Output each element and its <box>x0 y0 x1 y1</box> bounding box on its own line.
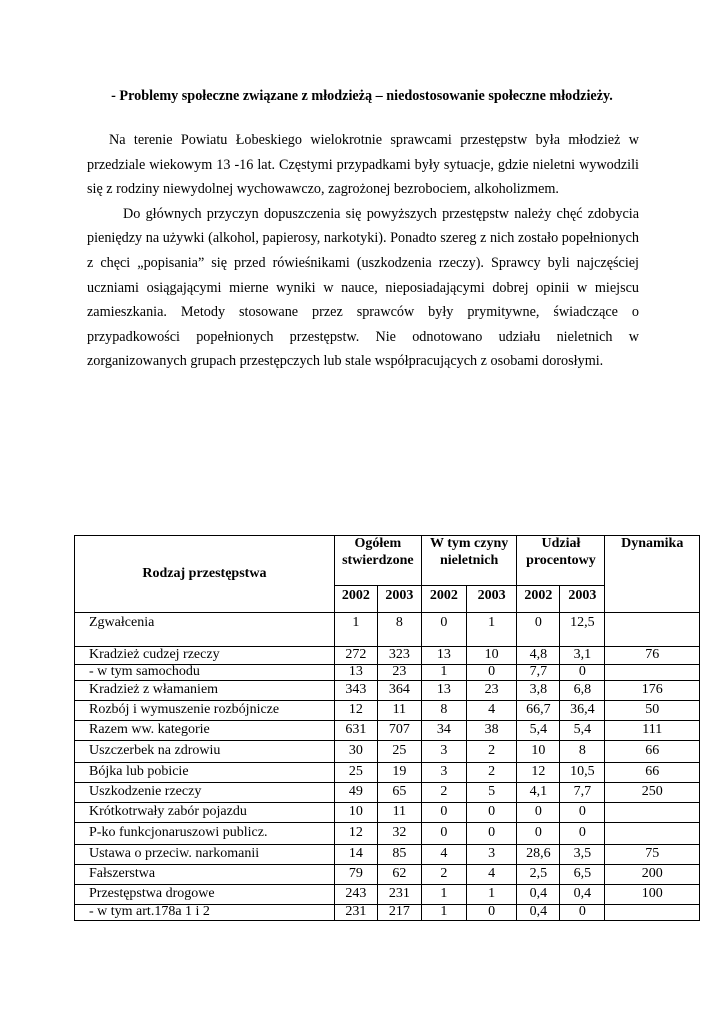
udzial-2002-cell: 0,4 <box>517 885 560 905</box>
udzial-2003-cell: 3,1 <box>560 647 605 665</box>
udzial-2002-cell: 5,4 <box>517 721 560 741</box>
row-name-cell: Krótkotrwały zabór pojazdu <box>75 803 335 823</box>
ogolem-2003-cell: 217 <box>377 905 421 921</box>
header-year: 2003 <box>377 586 421 613</box>
header-nieletni: W tym czyny nieletnich <box>421 536 517 586</box>
ogolem-2002-cell: 1 <box>334 613 377 647</box>
nieletni-2003-cell: 0 <box>466 803 516 823</box>
dynamika-cell <box>605 803 700 823</box>
ogolem-2002-cell: 13 <box>334 665 377 681</box>
udzial-2002-cell: 2,5 <box>517 865 560 885</box>
row-name-cell: Bójka lub pobicie <box>75 763 335 783</box>
ogolem-2003-cell: 85 <box>377 845 421 865</box>
dynamika-cell: 76 <box>605 647 700 665</box>
udzial-2003-cell: 6,8 <box>560 681 605 701</box>
nieletni-2003-cell: 2 <box>466 741 516 763</box>
header-year: 2002 <box>334 586 377 613</box>
ogolem-2003-cell: 11 <box>377 701 421 721</box>
ogolem-2003-cell: 62 <box>377 865 421 885</box>
dynamika-cell: 66 <box>605 763 700 783</box>
table-row <box>75 845 700 865</box>
ogolem-2003-cell: 707 <box>377 721 421 741</box>
dynamika-cell: 200 <box>605 865 700 885</box>
udzial-2003-cell: 0,4 <box>560 885 605 905</box>
dynamika-cell <box>605 613 700 647</box>
udzial-2003-cell: 12,5 <box>560 613 605 647</box>
udzial-2003-cell: 0 <box>560 665 605 681</box>
nieletni-2003-cell: 0 <box>466 905 516 921</box>
udzial-2003-cell: 6,5 <box>560 865 605 885</box>
ogolem-2002-cell: 30 <box>334 741 377 763</box>
row-name-cell: Kradzież cudzej rzeczy <box>75 647 335 665</box>
nieletni-2003-cell: 4 <box>466 865 516 885</box>
row-name-cell: Uszczerbek na zdrowiu <box>75 741 335 763</box>
nieletni-2003-cell: 0 <box>466 665 516 681</box>
udzial-2002-cell: 7,7 <box>517 665 560 681</box>
dynamika-cell: 75 <box>605 845 700 865</box>
header-year: 2003 <box>466 586 516 613</box>
ogolem-2002-cell: 14 <box>334 845 377 865</box>
nieletni-2002-cell: 3 <box>421 763 466 783</box>
header-rodzaj: Rodzaj przestępstwa <box>75 536 335 613</box>
row-name-cell: - w tym art.178a 1 i 2 <box>75 905 335 921</box>
table-row <box>75 823 700 845</box>
dynamika-cell: 176 <box>605 681 700 701</box>
nieletni-2002-cell: 0 <box>421 823 466 845</box>
row-name-cell: Rozbój i wymuszenie rozbójnicze <box>75 701 335 721</box>
section-heading: - Problemy społeczne związane z młodzieżą – niedostosowanie społeczne młodzieży. <box>111 88 613 104</box>
ogolem-2003-cell: 32 <box>377 823 421 845</box>
row-name-cell: Uszkodzenie rzeczy <box>75 783 335 803</box>
nieletni-2003-cell: 1 <box>466 613 516 647</box>
table-row <box>75 647 700 665</box>
udzial-2002-cell: 0 <box>517 613 560 647</box>
table-row <box>75 741 700 763</box>
udzial-2002-cell: 0,4 <box>517 905 560 921</box>
table-row <box>75 701 700 721</box>
dynamika-cell: 250 <box>605 783 700 803</box>
ogolem-2002-cell: 12 <box>334 701 377 721</box>
nieletni-2003-cell: 38 <box>466 721 516 741</box>
row-name-cell: P-ko funkcjonaruszowi publicz. <box>75 823 335 845</box>
nieletni-2003-cell: 1 <box>466 885 516 905</box>
dynamika-cell: 50 <box>605 701 700 721</box>
nieletni-2002-cell: 1 <box>421 885 466 905</box>
nieletni-2003-cell: 2 <box>466 763 516 783</box>
udzial-2003-cell: 0 <box>560 803 605 823</box>
udzial-2002-cell: 3,8 <box>517 681 560 701</box>
row-name-cell: Ustawa o przeciw. narkomanii <box>75 845 335 865</box>
table-row <box>75 763 700 783</box>
header-ogolem: Ogółem stwierdzone <box>334 536 421 586</box>
nieletni-2002-cell: 2 <box>421 865 466 885</box>
ogolem-2003-cell: 8 <box>377 613 421 647</box>
dynamika-cell <box>605 905 700 921</box>
ogolem-2002-cell: 231 <box>334 905 377 921</box>
udzial-2002-cell: 0 <box>517 823 560 845</box>
ogolem-2002-cell: 79 <box>334 865 377 885</box>
table-row <box>75 905 700 921</box>
body-text <box>87 128 639 374</box>
table-row <box>75 665 700 681</box>
udzial-2003-cell: 0 <box>560 905 605 921</box>
ogolem-2003-cell: 323 <box>377 647 421 665</box>
nieletni-2002-cell: 13 <box>421 647 466 665</box>
table-row <box>75 783 700 803</box>
udzial-2003-cell: 0 <box>560 823 605 845</box>
nieletni-2003-cell: 0 <box>466 823 516 845</box>
nieletni-2002-cell: 13 <box>421 681 466 701</box>
table-row <box>75 865 700 885</box>
nieletni-2003-cell: 5 <box>466 783 516 803</box>
table-body <box>75 613 700 921</box>
udzial-2003-cell: 8 <box>560 741 605 763</box>
ogolem-2003-cell: 19 <box>377 763 421 783</box>
row-name-cell: Zgwałcenia <box>75 613 335 647</box>
dynamika-cell <box>605 823 700 845</box>
nieletni-2002-cell: 34 <box>421 721 466 741</box>
table-row <box>75 613 700 647</box>
ogolem-2002-cell: 631 <box>334 721 377 741</box>
nieletni-2002-cell: 0 <box>421 803 466 823</box>
nieletni-2003-cell: 4 <box>466 701 516 721</box>
udzial-2002-cell: 4,8 <box>517 647 560 665</box>
row-name-cell: - w tym samochodu <box>75 665 335 681</box>
nieletni-2002-cell: 8 <box>421 701 466 721</box>
dynamika-cell: 66 <box>605 741 700 763</box>
header-dynamika: Dynamika <box>605 536 700 613</box>
nieletni-2003-cell: 3 <box>466 845 516 865</box>
table-row <box>75 885 700 905</box>
nieletni-2002-cell: 1 <box>421 665 466 681</box>
row-name-cell: Przestępstwa drogowe <box>75 885 335 905</box>
nieletni-2003-cell: 23 <box>466 681 516 701</box>
table-row <box>75 721 700 741</box>
udzial-2002-cell: 4,1 <box>517 783 560 803</box>
udzial-2002-cell: 66,7 <box>517 701 560 721</box>
nieletni-2002-cell: 0 <box>421 613 466 647</box>
nieletni-2002-cell: 3 <box>421 741 466 763</box>
header-year: 2003 <box>560 586 605 613</box>
ogolem-2003-cell: 23 <box>377 665 421 681</box>
udzial-2003-cell: 36,4 <box>560 701 605 721</box>
row-name-cell: Razem ww. kategorie <box>75 721 335 741</box>
udzial-2003-cell: 5,4 <box>560 721 605 741</box>
paragraph-1: Na terenie Powiatu Łobeskiego wielokrotnie sprawcami przestępstw była młodzież w przedziale wiekowym 13 -16 lat. Częstymi przypadkami były sytuacje, gdzie nieletni wywodzili się z rodziny niewydolnej wychowawczo, zagrożonej bezrobociem, alkoholizmem. <box>87 132 639 198</box>
ogolem-2002-cell: 343 <box>334 681 377 701</box>
dynamika-cell: 100 <box>605 885 700 905</box>
ogolem-2002-cell: 49 <box>334 783 377 803</box>
ogolem-2003-cell: 65 <box>377 783 421 803</box>
udzial-2002-cell: 28,6 <box>517 845 560 865</box>
ogolem-2002-cell: 243 <box>334 885 377 905</box>
udzial-2002-cell: 0 <box>517 803 560 823</box>
nieletni-2002-cell: 1 <box>421 905 466 921</box>
dynamika-cell: 111 <box>605 721 700 741</box>
udzial-2002-cell: 10 <box>517 741 560 763</box>
header-year: 2002 <box>421 586 466 613</box>
table-row <box>75 803 700 823</box>
row-name-cell: Fałszerstwa <box>75 865 335 885</box>
ogolem-2003-cell: 364 <box>377 681 421 701</box>
nieletni-2002-cell: 4 <box>421 845 466 865</box>
udzial-2002-cell: 12 <box>517 763 560 783</box>
ogolem-2003-cell: 25 <box>377 741 421 763</box>
ogolem-2002-cell: 12 <box>334 823 377 845</box>
dynamika-cell <box>605 665 700 681</box>
ogolem-2003-cell: 11 <box>377 803 421 823</box>
ogolem-2003-cell: 231 <box>377 885 421 905</box>
row-name-cell: Kradzież z włamaniem <box>75 681 335 701</box>
header-year: 2002 <box>517 586 560 613</box>
udzial-2003-cell: 7,7 <box>560 783 605 803</box>
nieletni-2002-cell: 2 <box>421 783 466 803</box>
ogolem-2002-cell: 10 <box>334 803 377 823</box>
table-row <box>75 681 700 701</box>
ogolem-2002-cell: 272 <box>334 647 377 665</box>
paragraph-2: Do głównych przyczyn dopuszczenia się powyższych przestępstw należy chęć zdobycia pieniędzy na używki (alkohol, papierosy, narkotyki). Ponadto szereg z nich zostało popełnionych z chęci „popisania” się przed rówieśnikami (uszkodzenia rzeczy). Sprawcy byli najczęściej uczniami osiągającymi mierne wyniki w nauce, nieposiadającymi dobrej opinii w miejscu zamieszkania. Metody stosowane przez sprawców były prymitywne, świadczące o przypadkowości popełnionych przestępstw. Nie odnotowano udziału nieletnich w zorganizowanych grupach przestępczych lub stale współpracujących z osobami dorosłymi. <box>87 205 639 370</box>
ogolem-2002-cell: 25 <box>334 763 377 783</box>
header-udzial: Udział procentowy <box>517 536 605 586</box>
udzial-2003-cell: 10,5 <box>560 763 605 783</box>
nieletni-2003-cell: 10 <box>466 647 516 665</box>
crime-statistics-table <box>74 535 700 921</box>
udzial-2003-cell: 3,5 <box>560 845 605 865</box>
